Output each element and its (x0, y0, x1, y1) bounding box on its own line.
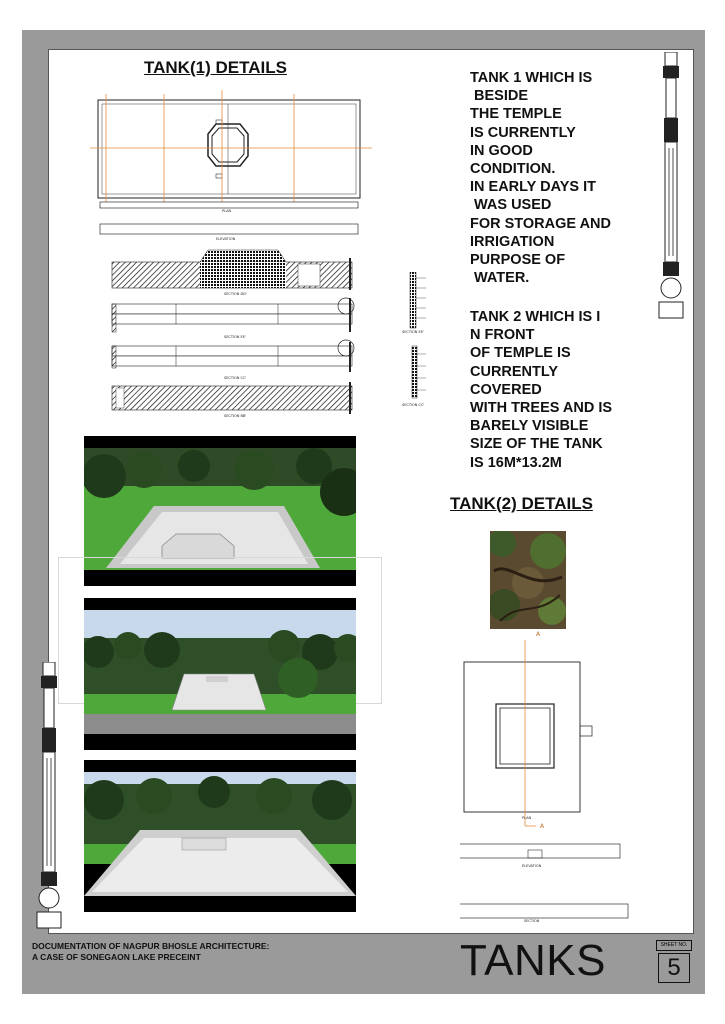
section-a-marker-bottom: A (540, 823, 545, 830)
tank2-description (470, 308, 670, 472)
desc-line: TANK 1 WHICH IS (470, 70, 593, 86)
desc-line: PURPOSE OF (470, 252, 566, 269)
project-title-line-1: DOCUMENTATION OF NAGPUR BHOSLE ARCHITECTURE: (32, 941, 270, 951)
desc-line: COVERED (470, 381, 542, 398)
tank2-heading: TANK(2) DETAILS (450, 494, 593, 513)
desc-line: IN EARLY DAYS IT (470, 179, 596, 196)
tank2-plan-drawing (460, 630, 650, 920)
side-section-ee-label: SECTION EE' (402, 330, 424, 334)
section-dd-label: SECTION DD' (224, 292, 247, 296)
desc-line: IS 16M*13.2M (470, 454, 562, 471)
sheet-title: TANKS (460, 936, 606, 985)
desc-line: IS CURRENTLY (470, 124, 576, 141)
elevation2-label: ELEVATION (522, 864, 542, 868)
desc-line: BESIDE (470, 88, 529, 105)
tank1-sections-drawing (88, 248, 368, 420)
desc-line: N FRONT (470, 327, 535, 344)
desc-line: WITH TREES AND IS (470, 400, 613, 417)
desc-line: CURRENTLY (470, 363, 559, 380)
sheet-number: 5 (658, 953, 690, 983)
pillar-ornament-right (656, 52, 686, 320)
desc-line: SIZE OF THE TANK (470, 436, 603, 453)
plan-label: PLAN (222, 209, 232, 213)
desc-line: BARELY VISIBLE (470, 418, 589, 435)
sheet-number-label: SHEET NO. (656, 940, 692, 951)
section2-label: SECTION (524, 919, 540, 923)
desc-line: THE TEMPLE (470, 106, 562, 123)
desc-line: OF TEMPLE IS (470, 345, 571, 362)
desc-line: CONDITION. (470, 161, 556, 178)
side-sections-drawing (406, 272, 434, 402)
pillar-ornament-left (34, 662, 64, 930)
tank2-photo (490, 531, 566, 629)
side-section-cc-label: SECTION CC' (402, 403, 425, 407)
tank1-render-view-2 (84, 598, 356, 750)
section-a-marker-top: A (536, 631, 541, 638)
desc-line: IRRIGATION (470, 233, 555, 250)
project-title-line-2: A CASE OF SONEGAON LAKE PRECEINT (32, 952, 201, 962)
sheet-number-box (656, 940, 692, 984)
elevation-label: ELEVATION (216, 237, 236, 241)
tank1-description (470, 69, 670, 287)
plan2-label: PLAN (522, 816, 532, 820)
desc-line: WAS USED (470, 197, 552, 214)
project-title (32, 941, 269, 963)
tank1-heading: TANK(1) DETAILS (144, 58, 287, 77)
section-cc-label: SECTION CC' (224, 376, 247, 380)
tank1-render-view-3 (84, 760, 356, 912)
desc-line: FOR STORAGE AND (470, 215, 611, 232)
section-ee-label: SECTION EE' (224, 335, 246, 339)
desc-line: TANK 2 WHICH IS I (470, 309, 601, 325)
desc-line: IN GOOD (470, 142, 533, 159)
desc-line: WATER. (470, 270, 530, 287)
tank1-plan-drawing (90, 90, 380, 240)
section-bb-label: SECTION BB' (224, 414, 247, 418)
